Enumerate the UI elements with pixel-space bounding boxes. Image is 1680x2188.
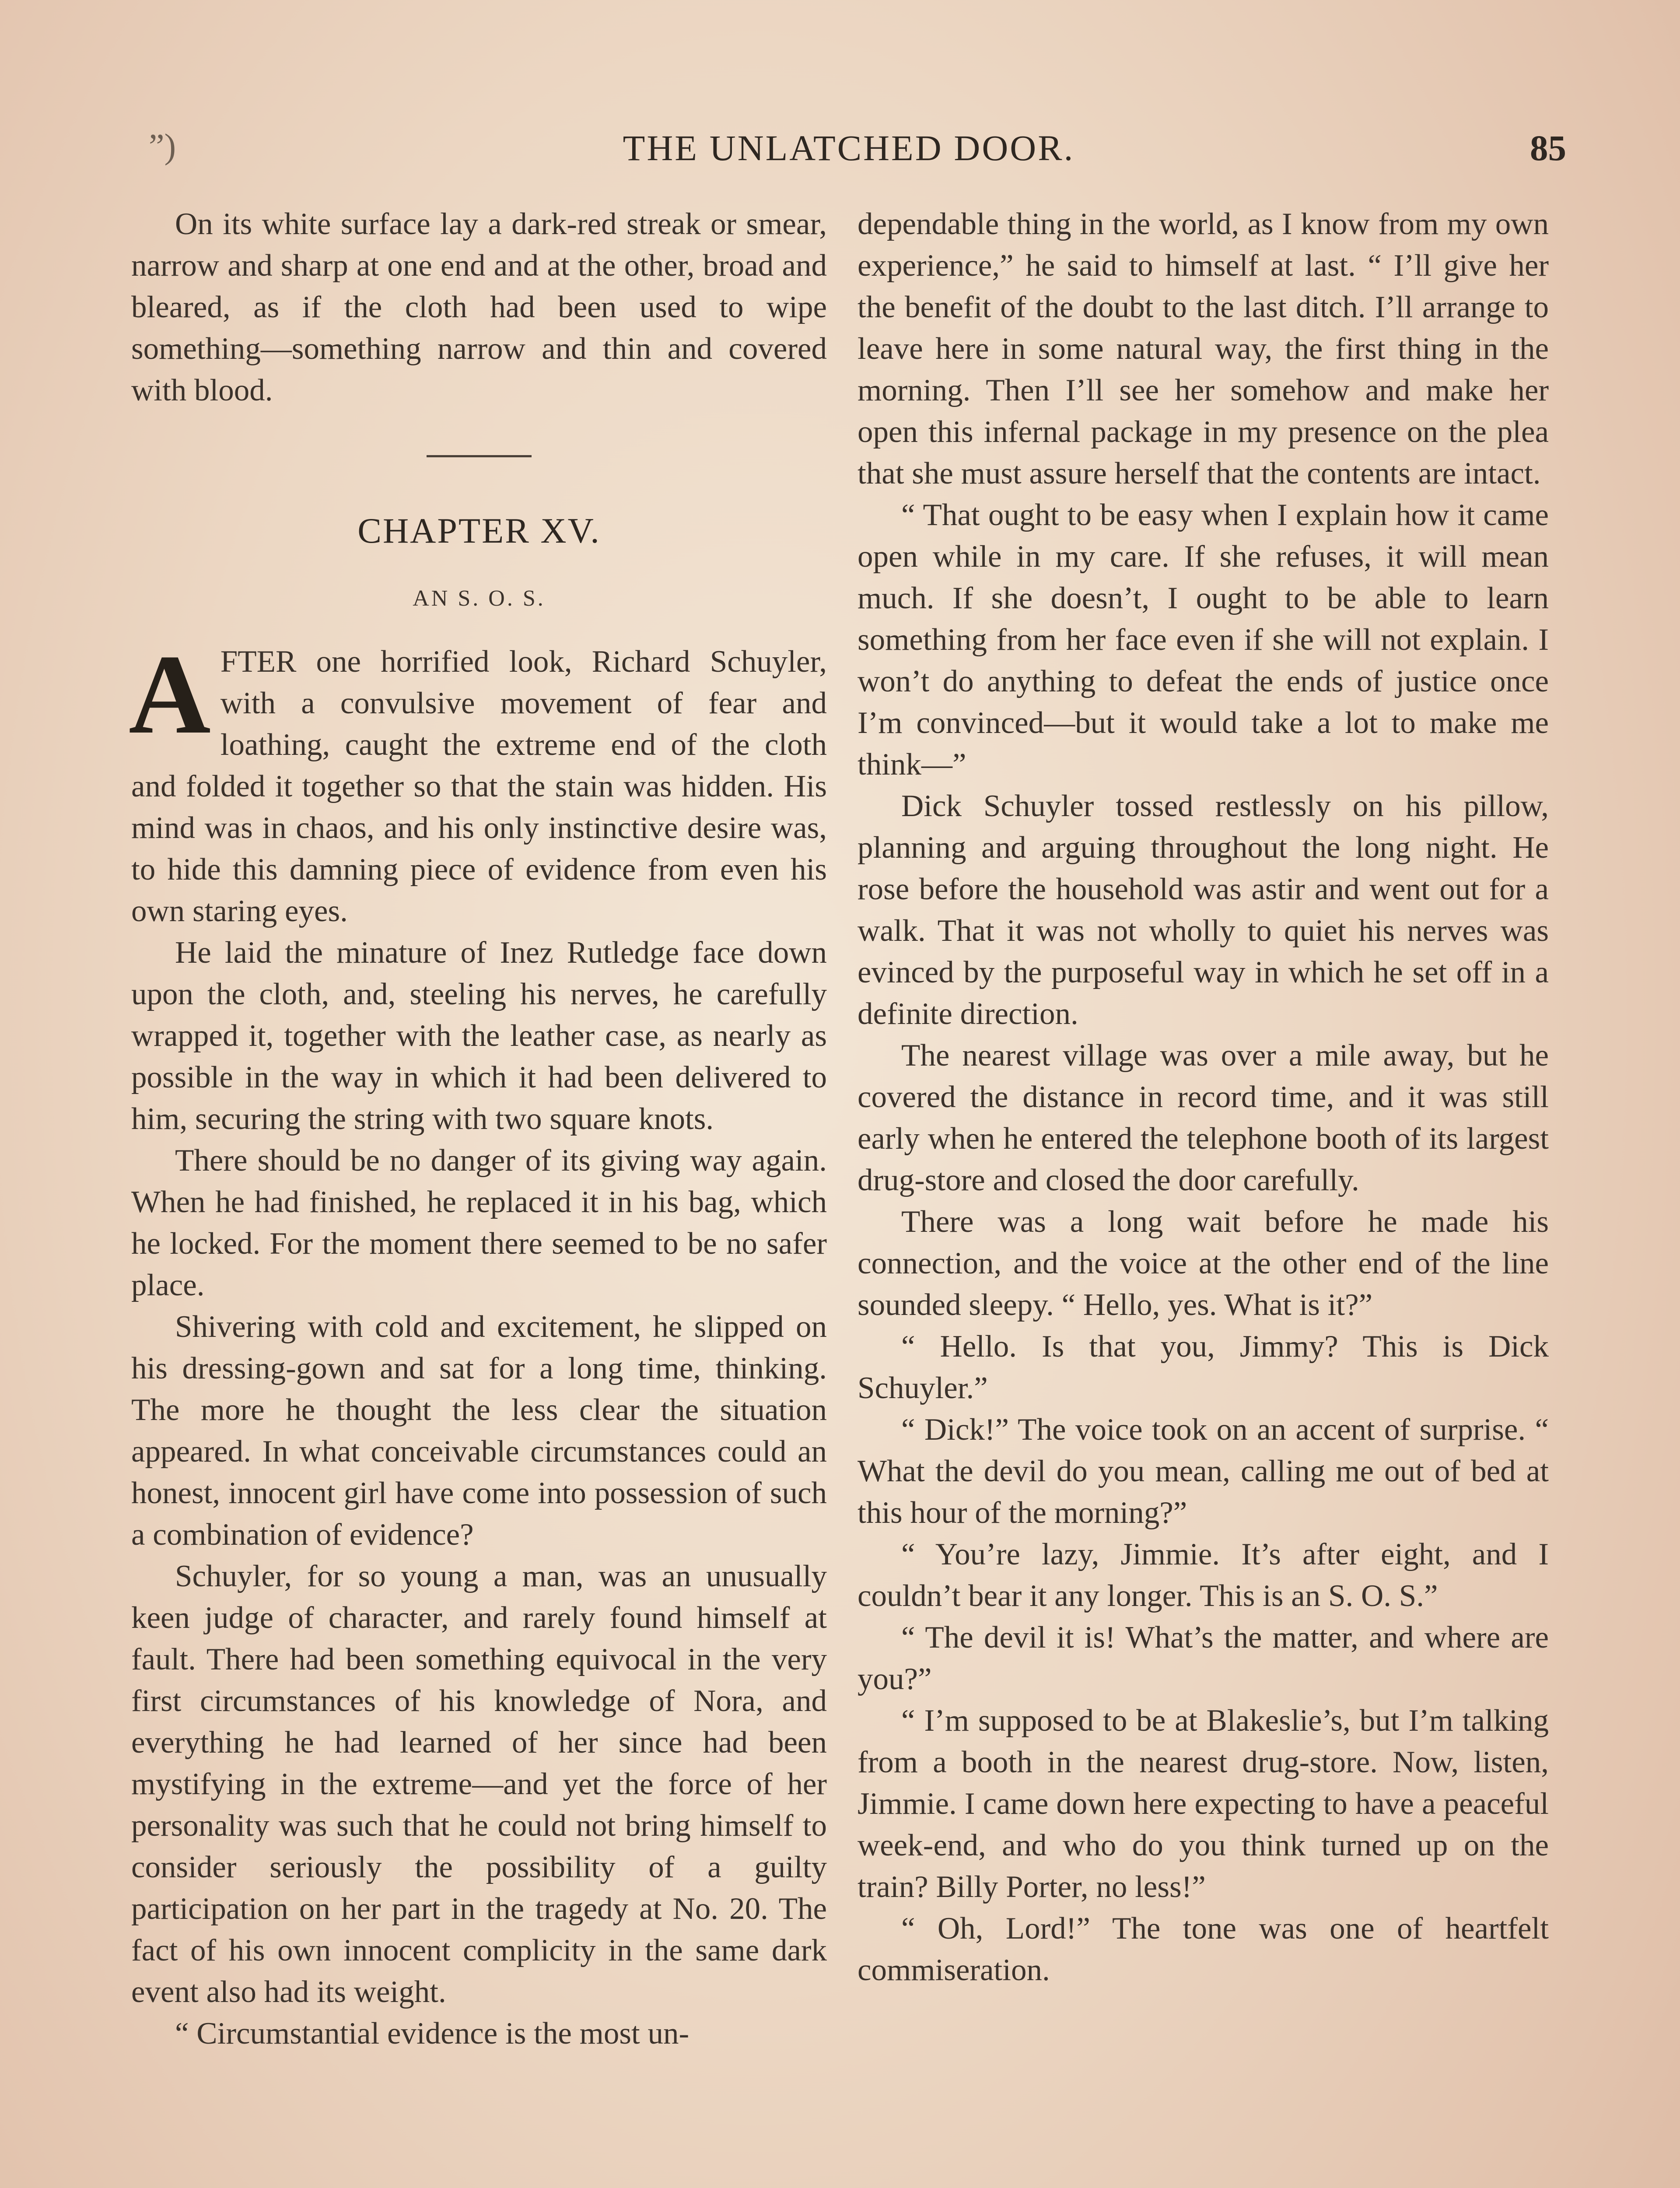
drop-cap: A	[129, 631, 211, 757]
paragraph: There should be no danger of its giving way again. When he had finished, he replaced it in his bag, which he locked. For the moment there seemed to be no safer place.	[131, 1143, 827, 1302]
paragraph: “ You’re lazy, Jimmie. It’s after eight, and I couldn’t bear it any longer. This is an S. O. S.”	[858, 1537, 1549, 1613]
paragraph: “ That ought to be easy when I explain how it came open while in my care. If she refuses, it will mean much. If she doesn’t, I ought to be able to learn something from her face even if she will not explain. I won’t do anything to defeat the ends of justice once I’m convinced—but it would take a lot to make me think—”	[858, 498, 1549, 782]
paragraph: “ Hello. Is that you, Jimmy? This is Dick Schuyler.”	[858, 1329, 1549, 1405]
paragraph: Shivering with cold and excitement, he slipped on his dressing-gown and sat for a long time, thinking. The more he thought the less clear the situation appeared. In what conceivable circumstances could an honest, innocent girl have come into possession of such a combination of evidence?	[131, 1310, 827, 1552]
chapter-first-paragraph	[129, 631, 827, 932]
paragraph: Dick Schuyler tossed restlessly on his pillow, planning and arguing throughout the long night. He rose before the household was astir and went out for a walk. That it was not wholly to quiet his nerves was evinced by the purposeful way in which he set off in a definite direction.	[858, 789, 1549, 1031]
chapter-subtitle: AN S. O. S.	[413, 586, 546, 611]
paragraph: “ The devil it is! What’s the matter, and where are you?”	[858, 1620, 1549, 1696]
paragraph: “ Oh, Lord!” The tone was one of heartfelt commiseration.	[858, 1911, 1549, 1987]
section-divider	[427, 455, 532, 457]
right-column	[858, 203, 1549, 1991]
paragraph-text: FTER one horrified look, Richard Schuyler, with a convulsive movement of fear and loathing, caught the extreme end of the cloth and folded it together so that the stain was hidden. His mind was in chaos, and his only instinctive desire was, to hide this damning piece of evidence from even his own staring eyes.	[131, 645, 827, 928]
paragraph: The nearest village was over a mile away, but he covered the distance in record time, and it was still early when he entered the telephone booth of its largest drug-store and closed the door carefully.	[858, 1038, 1549, 1197]
left-column	[131, 203, 827, 2055]
paragraph: “ Circumstantial evidence is the most un-	[175, 2016, 690, 2051]
paragraph: “ Dick!” The voice took on an accent of surprise. “ What the devil do you mean, calling me out of bed at this hour of the morning?”	[858, 1413, 1549, 1530]
paragraph: He laid the minature of Inez Rutledge face down upon the cloth, and, steeling his nerves, he carefully wrapped it, together with the leather case, as nearly as possible in the way in which it had been delivered to him, securing the string with two square knots.	[131, 936, 827, 1136]
paragraph: Schuyler, for so young a man, was an unusually keen judge of character, and rarely found himself at fault. There had been something equivocal in the very first circumstances of his knowledge of Nora, and everything he had learned of her since had been mystifying in the extreme—and yet the force of her personality was such that he could not bring himself to consider seriously the possibility of a guilty participation on her part in the tragedy at No. 20. The fact of his own innocent complicity in the same dark event also had its weight.	[131, 1559, 827, 2009]
page-header	[131, 127, 1566, 175]
running-title: THE UNLATCHED DOOR.	[623, 128, 1075, 168]
paragraph: There was a long wait before he made his connection, and the voice at the other end of the line sounded sleepy. “ Hello, yes. What is it?”	[858, 1205, 1549, 1322]
corner-mark: ”)	[149, 127, 176, 166]
continued-paragraph: dependable thing in the world, as I know from my own experience,” he said to himself at last. “ I’ll give her the benefit of the doubt to the last ditch. I’ll arrange to leave here in some natural way, the first thing in the morning. Then I’ll see her somehow and make her open this infernal package in my presence on the plea that she must assure herself that the contents are intact.	[858, 207, 1549, 491]
page-number: 85	[1530, 128, 1566, 168]
chapter-title: CHAPTER XV.	[357, 511, 601, 551]
paragraph: “ I’m supposed to be at Blakeslie’s, but I’m talking from a booth in the nearest drug-store. Now, listen, Jimmie. I came down here expecting to have a peaceful week-end, and who do you think turned up on the train? Billy Porter, no less!”	[858, 1704, 1549, 1904]
opening-paragraph: On its white surface lay a dark-red streak or smear, narrow and sharp at one end and at the other, broad and bleared, as if the cloth had been used to wipe something—something narrow and thin and covered with blood.	[131, 207, 827, 407]
